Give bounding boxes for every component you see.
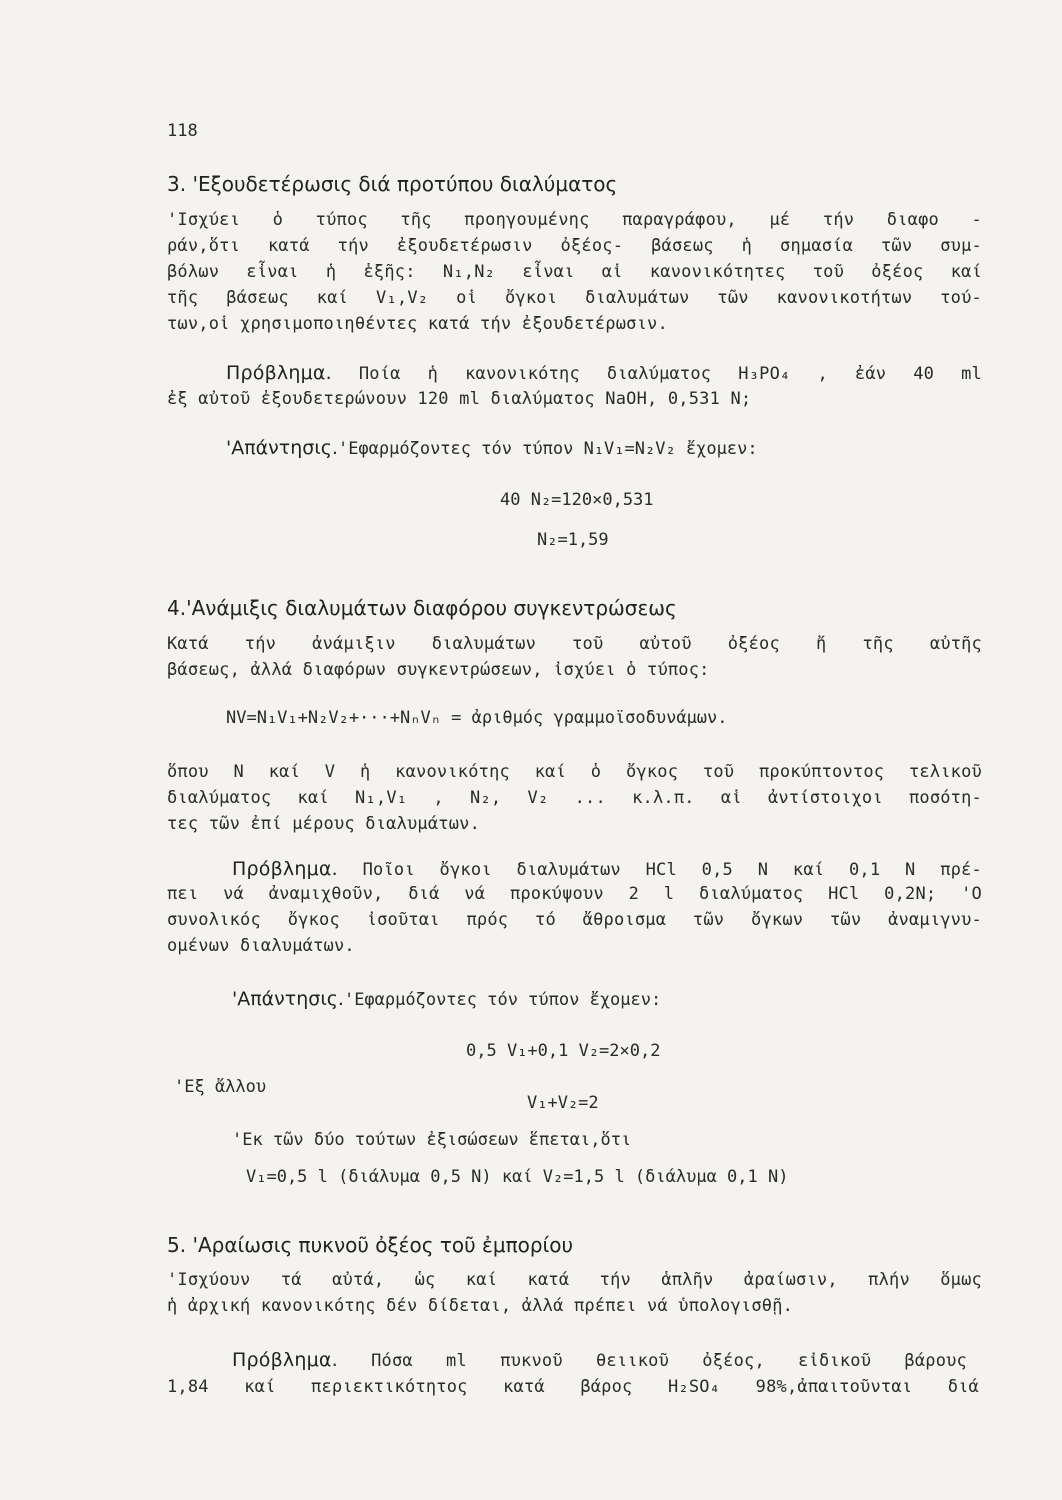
s4-ex-allou: 'Εξ ἄλλου [174, 1077, 267, 1097]
s4-problem-line-1 [232, 858, 982, 880]
problem-text: Πόσα ml πυκνοῦ θειικοῦ ὀξέος, εἰδικοῦ βάρους [371, 1351, 967, 1371]
s4-formula: NV=N₁V₁+N₂V₂+···+NₙVₙ = ἀριθμός γραμμοϊσοδυνάμων. [226, 708, 728, 728]
s4-where-line-1: ὅπου N καί V ἡ κανονικότης καί ὁ ὄγκος τοῦ προκύπτοντος τελικοῦ [167, 762, 982, 782]
s4-result: V₁=0,5 l (διάλυμα 0,5 N) καί V₂=1,5 l (διάλυμα 0,1 N) [246, 1167, 789, 1187]
s3-problem-line-1 [226, 362, 982, 384]
problem-label: Πρόβλημα. [226, 362, 332, 384]
s3-equation-1: 40 N₂=120×0,531 [500, 490, 654, 510]
s3-answer [226, 437, 758, 459]
section-3-heading: 3. 'Εξουδετέρωσις διά προτύπου διαλύματος [167, 172, 618, 196]
answer-label: 'Απάντησις. [232, 988, 344, 1010]
answer-text: 'Εφαρμόζοντες τόν τύπον ἔχομεν: [343, 990, 662, 1010]
s4-line-2: βάσεως, ἀλλά διαφόρων συγκεντρώσεων, ἰσχύει ὁ τύπος: [167, 660, 710, 680]
s3-line-1: 'Ισχύει ὁ τύπος τῆς προηγουμένης παραγράφου, μέ τήν διαφο - [167, 210, 982, 230]
s4-problem-line-4: ομένων διαλυμάτων. [167, 936, 355, 956]
s4-where-line-3: τες τῶν ἐπί μέρους διαλυμάτων. [167, 814, 481, 834]
s4-equation-2: V₁+V₂=2 [527, 1093, 599, 1113]
s5-problem-line-1 [232, 1349, 967, 1371]
s3-line-5: των,οἱ χρησιμοποιηθέντες κατά τήν ἐξουδετέρωσιν. [167, 314, 668, 334]
s3-line-2: ράν,ὅτι κατά τήν ἐξουδετέρωσιν ὀξέος- βάσεως ἡ σημασία τῶν συμ- [167, 236, 982, 256]
answer-text: 'Εφαρμόζοντες τόν τύπον N₁V₁=N₂V₂ ἔχομεν: [337, 439, 758, 459]
section-5-heading: 5. 'Αραίωσις πυκνοῦ ὀξέος τοῦ ἐμπορίου [167, 1233, 574, 1257]
s4-where-line-2: διαλύματος καί N₁,V₁ , N₂, V₂ ... κ.λ.π. αἱ ἀντίστοιχοι ποσότη- [167, 788, 982, 808]
problem-text: Ποία ἡ κανονικότης διαλύματος H₃PO₄ , ἐάν 40 ml [358, 364, 982, 384]
s4-from-two: 'Εκ τῶν δύο τούτων ἐξισώσεων ἕπεται,ὅτι [232, 1130, 632, 1150]
s3-line-3: βόλων εἶναι ἡ ἑξῆς: N₁,N₂ εἶναι αἱ κανονικότητες τοῦ ὀξέος καί [167, 262, 982, 282]
s4-line-1: Κατά τήν ἀνάμιξιν διαλυμάτων τοῦ αὐτοῦ ὀξέος ἤ τῆς αὐτῆς [167, 634, 982, 654]
answer-label: 'Απάντησις. [226, 437, 338, 459]
s3-problem-line-2: ἐξ αὐτοῦ ἐξουδετερώνουν 120 ml διαλύματος NaOH, 0,531 N; [167, 389, 752, 409]
problem-label: Πρόβλημα. [232, 1349, 338, 1371]
s4-problem-line-3: συνολικός ὄγκος ἰσοῦται πρός τό ἄθροισμα τῶν ὄγκων τῶν ἀναμιγνυ- [167, 910, 982, 930]
s5-line-1: 'Ισχύουν τά αὐτά, ὡς καί κατά τήν ἁπλῆν ἀραίωσιν, πλήν ὅμως [167, 1270, 982, 1290]
s3-line-4: τῆς βάσεως καί V₁,V₂ οἱ ὄγκοι διαλυμάτων τῶν κανονικοτήτων τού- [167, 288, 982, 308]
s4-equation-1: 0,5 V₁+0,1 V₂=2×0,2 [466, 1041, 661, 1061]
s5-problem-line-2: 1,84 καί περιεκτικότητος κατά βάρος H₂SO₄ 98%,ἀπαιτοῦνται διά [167, 1377, 979, 1397]
problem-text: Ποῖοι ὄγκοι διαλυμάτων HCl 0,5 N καί 0,1 N πρέ- [362, 860, 982, 880]
problem-label: Πρόβλημα. [232, 858, 338, 880]
s3-equation-2: N₂=1,59 [537, 530, 609, 550]
section-4-heading: 4.'Ανάμιξις διαλυμάτων διαφόρου συγκεντρώσεως [167, 596, 677, 620]
s4-answer [232, 988, 661, 1010]
page-number: 118 [167, 121, 198, 141]
s4-problem-line-2: πει νά ἀναμιχθοῦν, διά νά προκύψουν 2 l διαλύματος HCl 0,2N; 'Ο [167, 884, 982, 904]
s5-line-2: ἡ ἀρχική κανονικότης δέν δίδεται, ἀλλά πρέπει νά ὑπολογισθῇ. [167, 1296, 794, 1316]
